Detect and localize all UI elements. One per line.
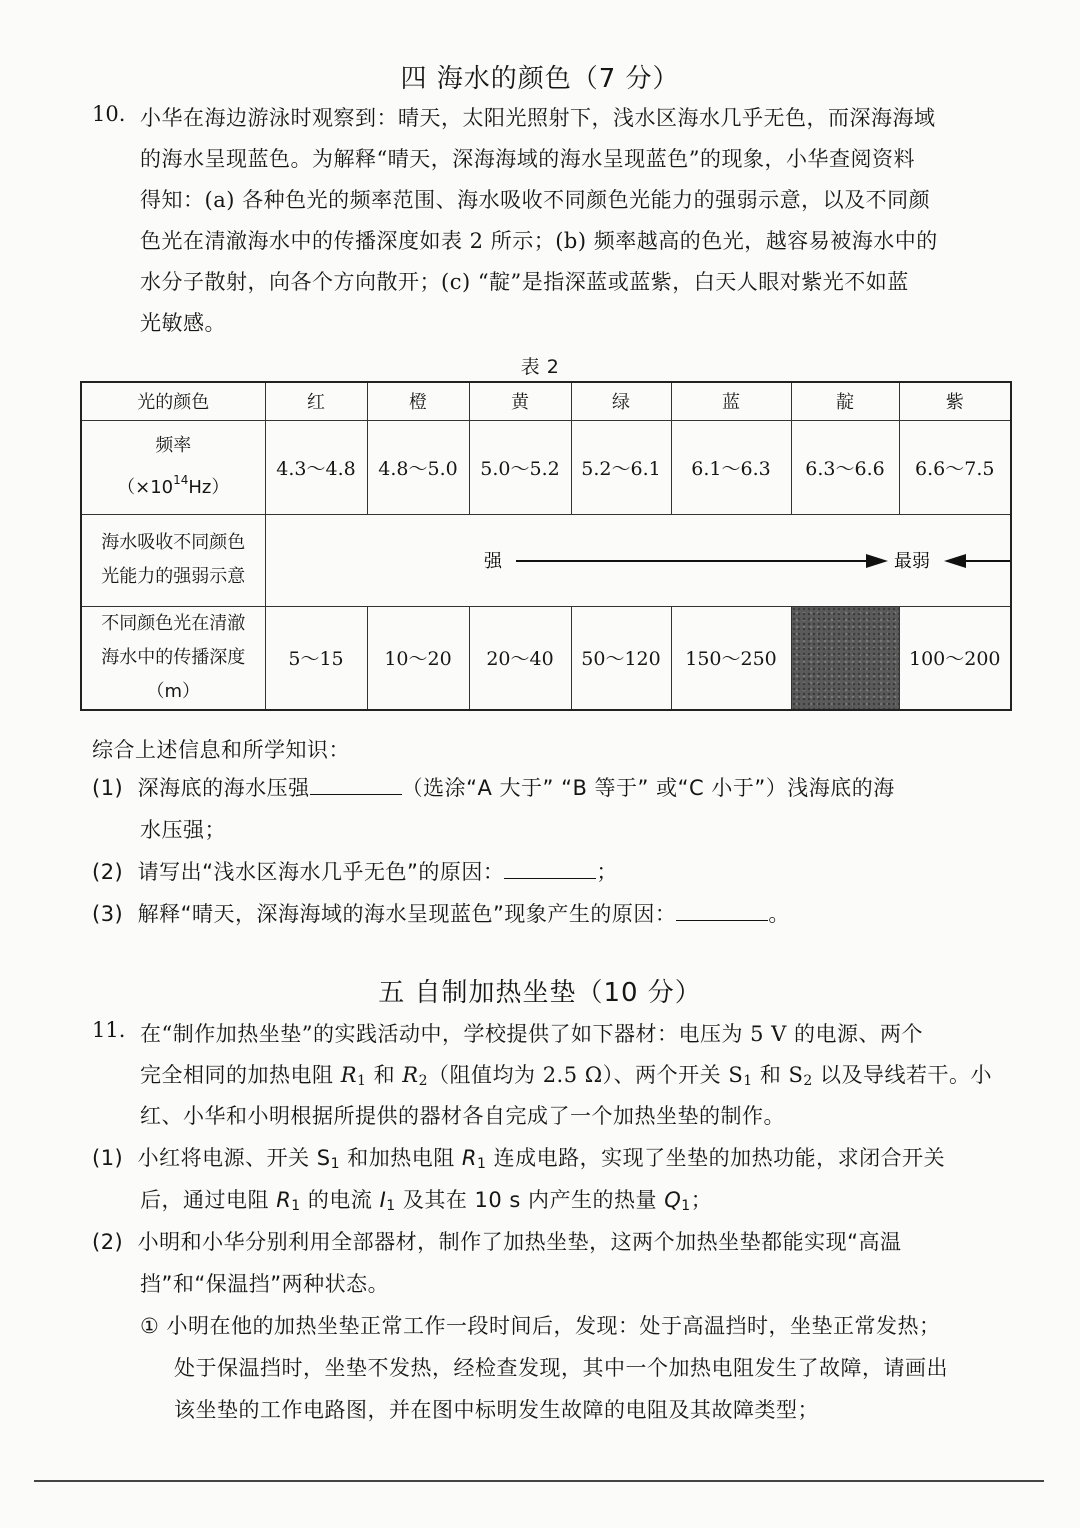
sub-question-1 <box>92 772 895 802</box>
section-5-title: 五 自制加热坐垫（10 分） <box>378 978 702 1008</box>
part1-number: (1) <box>92 1146 124 1170</box>
q11-line-1: 在“制作加热坐垫”的实践活动中，学校提供了如下器材：电压为 5 V 的电源、两个 <box>140 1022 924 1046</box>
color-violet: 紫 <box>899 382 1011 420</box>
depth-label-line3: （m） <box>146 680 201 702</box>
sub2-number: (2) <box>92 860 124 884</box>
q10-line-6: 光敏感。 <box>140 311 226 335</box>
depth-red: 5～15 <box>265 606 367 710</box>
frequency-label-unit: $(\times 10^{14}Hz)$ <box>117 473 230 498</box>
sub3-text-b: 。 <box>768 902 790 926</box>
sub3-text-a: 解释“晴天，深海海域的海水呈现蓝色”现象产生的原因： <box>137 902 677 926</box>
q10-line-5: 水分子散射，向各个方向散开；(c) “靛”是指深蓝或蓝紫，白天人眼对紫光不如蓝 <box>140 270 909 294</box>
question-11-number: 11. <box>92 1018 126 1042</box>
item-1-line-3: 该坐垫的工作电路图，并在图中标明发生故障的电阻及其故障类型； <box>174 1398 819 1422</box>
color-red: 红 <box>265 382 367 420</box>
absorption-arrow-cell <box>265 514 1011 606</box>
q10-line-3: 得知：(a) 各种色光的频率范围、海水吸收不同颜色光能力的强弱示意，以及不同颜 <box>140 188 931 212</box>
frequency-blue: 6.1～6.3 <box>671 420 791 514</box>
sub3-answer-blank[interactable] <box>676 898 768 921</box>
absorption-label-line2: 光能力的强弱示意 <box>101 566 246 587</box>
depth-orange: 10～20 <box>367 606 469 710</box>
sub2-text-a: 请写出“浅水区海水几乎无色”的原因： <box>137 860 505 884</box>
part-2-line-1: (2) 小明和小华分别利用全部器材，制作了加热坐垫，这两个加热坐垫都能实现“高温 <box>92 1230 902 1254</box>
depth-blue: 150～250 <box>671 606 791 710</box>
table-frequency-row <box>81 420 1011 514</box>
absorption-strong-label: 强 <box>483 550 502 572</box>
q10-line-2: 的海水呈现蓝色。为解释“晴天，深海海域的海水呈现蓝色”的现象，小华查阅资料 <box>140 147 915 171</box>
arrow-right-head-icon <box>866 554 888 568</box>
absorption-weakest-label: 最弱 <box>893 550 930 572</box>
item-1-line-1: ① 小明在他的加热坐垫正常工作一段时间后，发现：处于高温挡时，坐垫正常发热； <box>140 1314 941 1338</box>
table-2-caption: 表 2 <box>520 356 560 378</box>
page-bottom-divider <box>34 1480 1044 1482</box>
sub-question-2 <box>92 856 618 886</box>
q10-line-1: 小华在海边游泳时观察到：晴天，太阳光照射下，浅水区海水几乎无色，而深海海域 <box>140 106 936 130</box>
frequency-yellow: 5.0～5.2 <box>469 420 571 514</box>
table-absorption-row <box>81 514 1011 606</box>
q10-line-4: 色光在清澈海水中的传播深度如表 2 所示；(b) 频率越高的色光，越容易被海水中的 <box>140 229 938 253</box>
part-1-line-2: 后，通过电阻 $R_1$ 的电流 $I_1$ 及其在 10 s 内产生的热量 $Q_1$； <box>140 1188 713 1214</box>
sub-question-3 <box>92 898 790 928</box>
depth-violet: 100～200 <box>899 606 1011 710</box>
frequency-orange: 4.8～5.0 <box>367 420 469 514</box>
table-2 <box>80 381 1012 711</box>
question-10-number: 10. <box>92 102 126 126</box>
part2-number: (2) <box>92 1230 124 1254</box>
arrow-left-head-icon <box>944 554 966 568</box>
q11-line-2: 完全相同的加热电阻 $R_1$ 和 $R_2$（阻值均为 2.5 Ω）、两个开关 $S_1$ 和 $S_2$ 以及导线若干。小 <box>140 1063 993 1089</box>
item-1-line-2: 处于保温挡时，坐垫不发热，经检查发现，其中一个加热电阻发生了故障，请画出 <box>174 1356 948 1380</box>
frequency-label-line1: 频率 <box>155 435 192 456</box>
color-indigo: 靛 <box>791 382 899 420</box>
sub1-text-a: 深海底的海水压强 <box>137 776 310 800</box>
frequency-label <box>81 420 265 514</box>
depth-yellow: 20～40 <box>469 606 571 710</box>
summary-text: 综合上述信息和所学知识： <box>92 738 350 762</box>
sub2-text-b: ； <box>596 860 618 884</box>
absorption-arrow-diagram <box>266 515 1010 603</box>
part-2-line-2: 挡”和“保温挡”两种状态。 <box>140 1272 390 1296</box>
depth-label <box>81 606 265 710</box>
header-light-color: 光的颜色 <box>81 382 265 420</box>
absorption-label <box>81 514 265 606</box>
frequency-green: 5.2～6.1 <box>571 420 671 514</box>
color-orange: 橙 <box>367 382 469 420</box>
sub1-number: (1) <box>92 776 124 800</box>
depth-indigo-masked <box>791 606 899 710</box>
color-green: 绿 <box>571 382 671 420</box>
color-blue: 蓝 <box>671 382 791 420</box>
sub2-answer-blank[interactable] <box>504 856 596 879</box>
q11-line-3: 红、小华和小明根据所提供的器材各自完成了一个加热坐垫的制作。 <box>140 1104 785 1128</box>
sub3-number: (3) <box>92 902 124 926</box>
depth-label-line1: 不同颜色光在清澈 <box>101 612 246 634</box>
sub1-text-c: 水压强； <box>140 818 226 842</box>
sub1-answer-blank[interactable] <box>310 772 402 795</box>
depth-label-line2: 海水中的传播深度 <box>101 646 246 668</box>
table-depth-row <box>81 606 1011 710</box>
frequency-violet: 6.6～7.5 <box>899 420 1011 514</box>
part-1-line-1: (1) 小红将电源、开关 $S_1$ 和加热电阻 $R_1$ 连成电路，实现了坐垫的加热功能，求闭合开关 <box>92 1146 946 1172</box>
table-header-row <box>81 382 1011 420</box>
absorption-label-line1: 海水吸收不同颜色 <box>101 532 246 553</box>
frequency-red: 4.3～4.8 <box>265 420 367 514</box>
frequency-indigo: 6.3～6.6 <box>791 420 899 514</box>
section-4-title: 四 海水的颜色（7 分） <box>400 64 680 94</box>
sub1-text-b: （选涂“A 大于” “B 等于” 或“C 小于”）浅海底的海 <box>401 776 895 800</box>
color-yellow: 黄 <box>469 382 571 420</box>
item1-number: ① <box>140 1314 160 1338</box>
depth-green: 50～120 <box>571 606 671 710</box>
